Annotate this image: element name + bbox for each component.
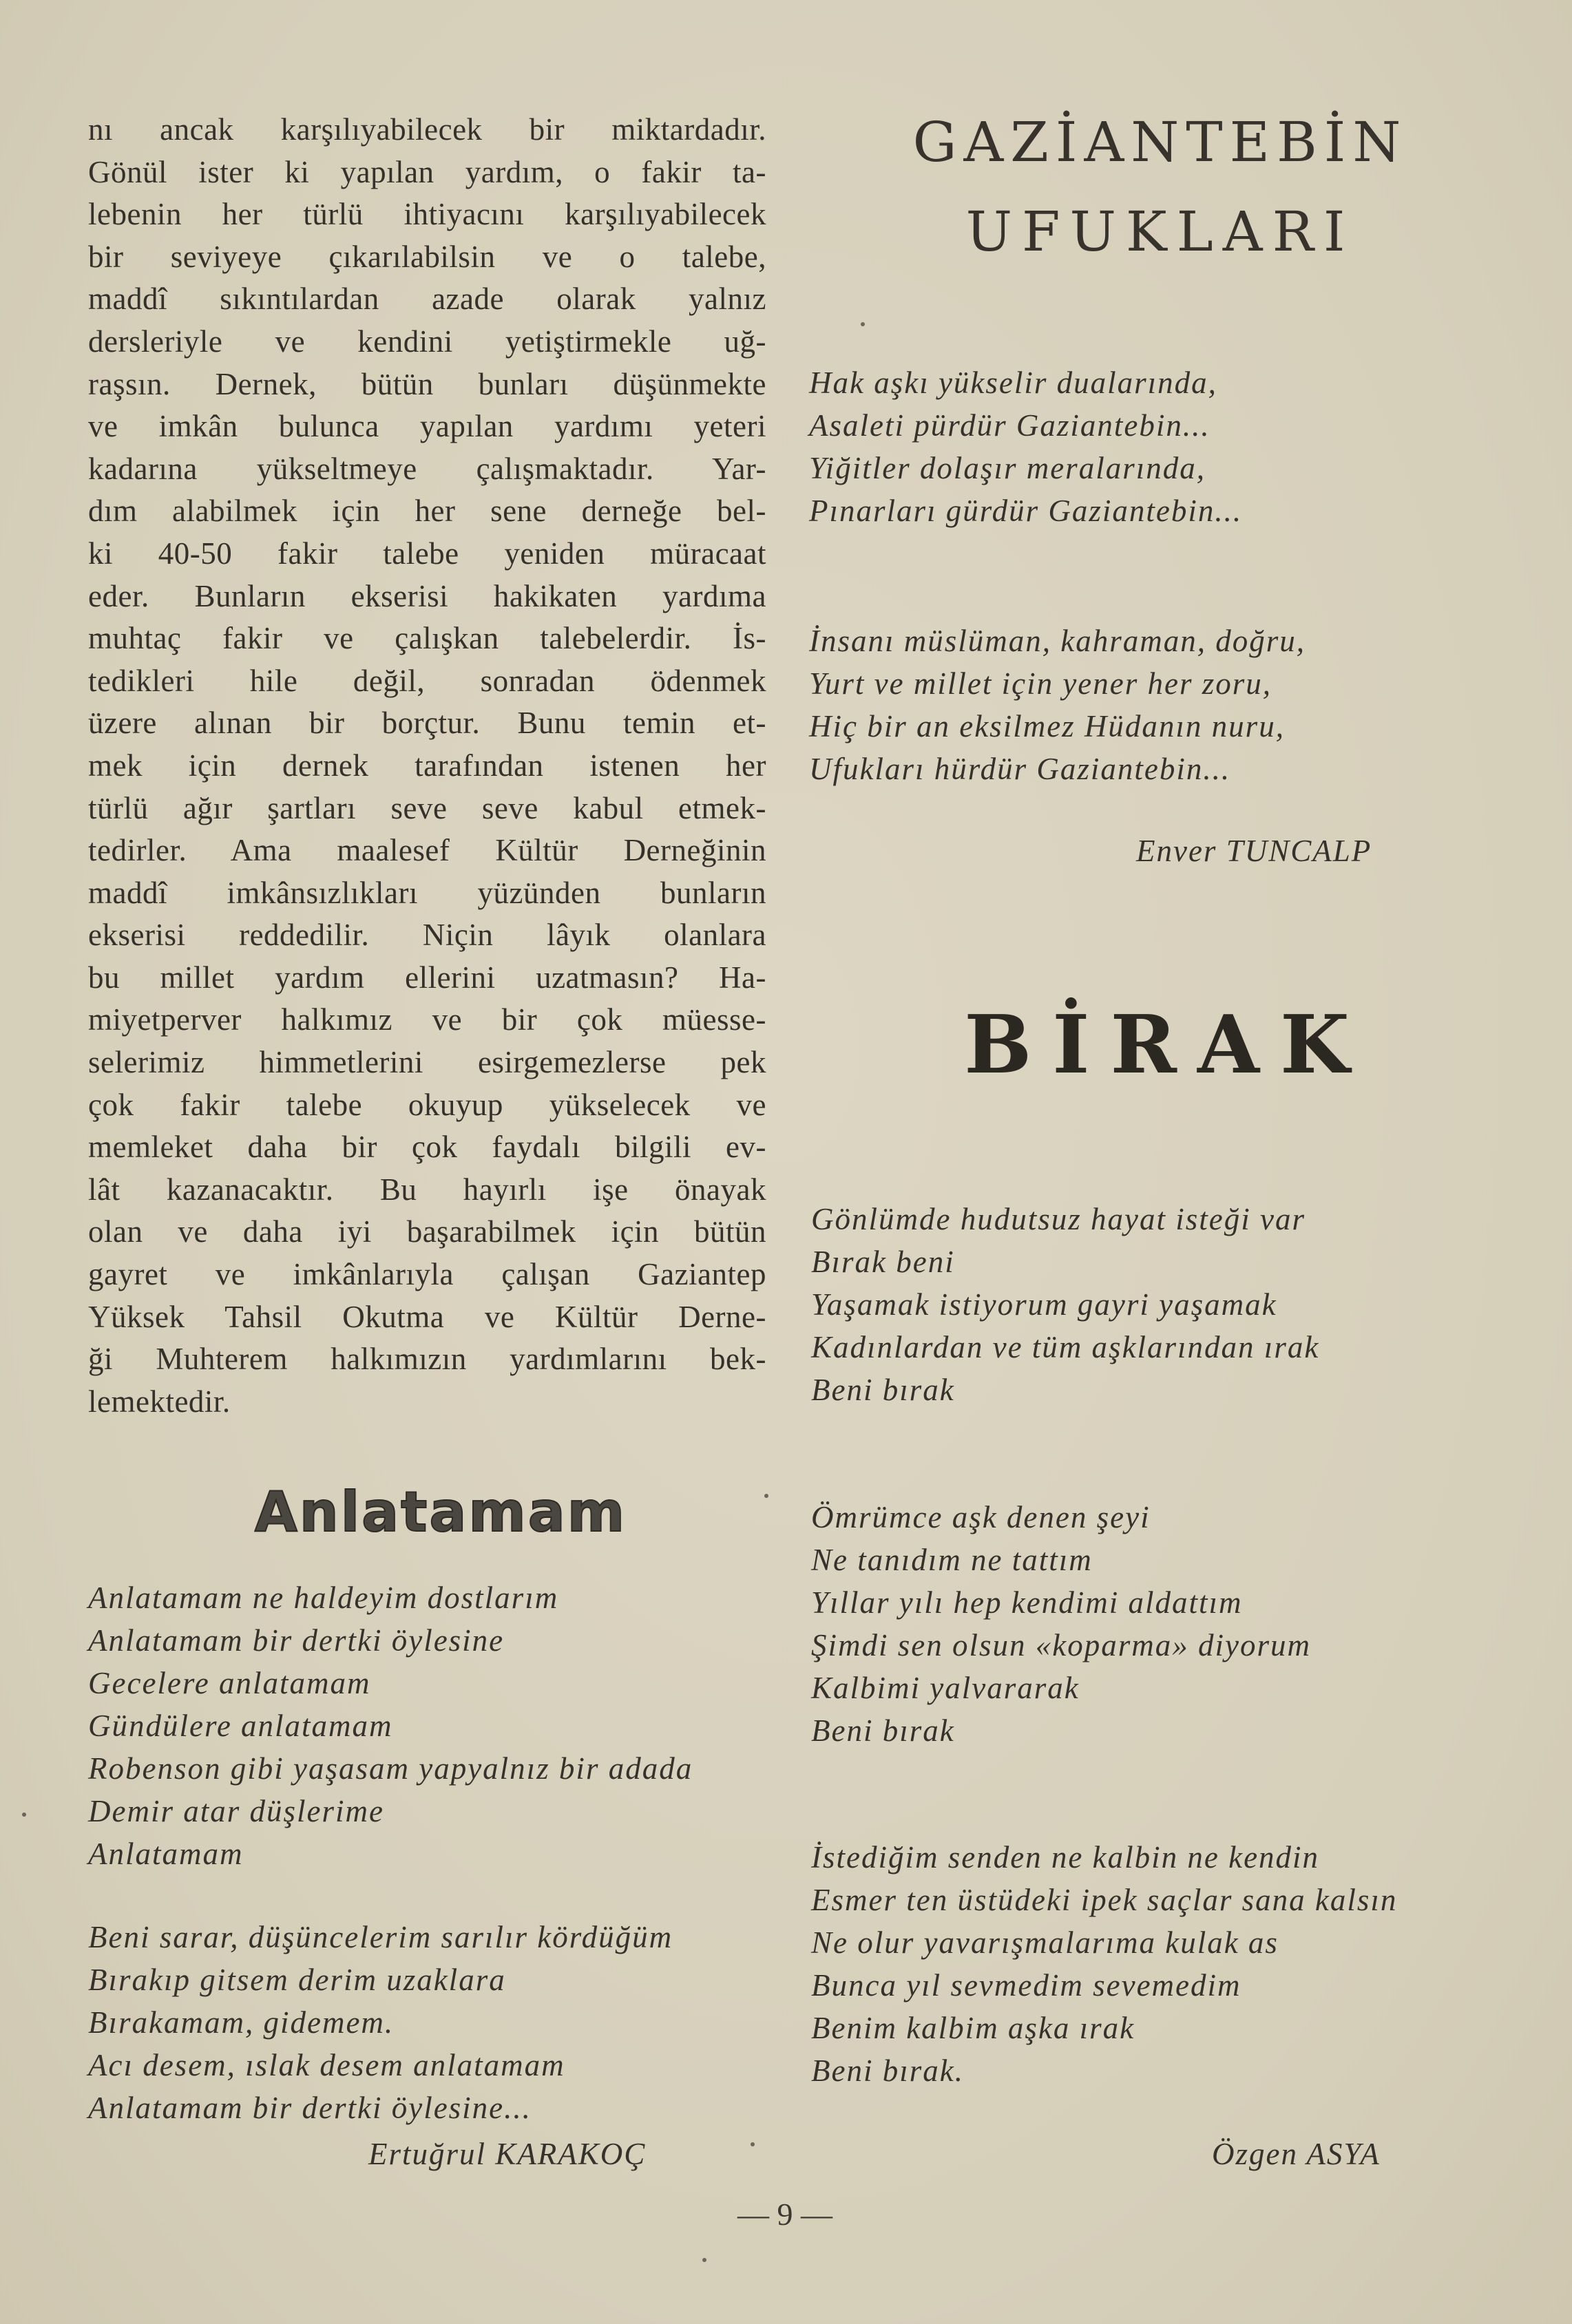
poem-verse-line: Anlatamam bir dertki öylesine: [88, 1623, 505, 1658]
poem-verse-line: Bunca yıl sevmedim sevemedim: [811, 1968, 1241, 2003]
poem-birak-stanza-2: [811, 1496, 1311, 1752]
poem-verse-line: Pınarları gürdür Gaziantebin...: [809, 494, 1243, 528]
poem-verse-line: Hiç bir an eksilmez Hüdanın nuru,: [809, 709, 1285, 743]
article-line: ki 40-50 fakir talebe yeniden müracaat: [88, 536, 766, 571]
poem-birak-stanza-1: [811, 1198, 1319, 1411]
poem-verse-line: Yurt ve millet için yener her zoru,: [809, 666, 1272, 701]
poem-verse-line: Anlatamam bir dertki öylesine...: [88, 2091, 532, 2125]
poem-verse-line: İstediğim senden ne kalbin ne kendin: [811, 1840, 1320, 1874]
poem-verse-line: Beni bırak.: [811, 2053, 964, 2088]
poem-verse-line: Ufukları hürdür Gaziantebin...: [809, 752, 1231, 786]
poem-verse-line: Beni bırak: [811, 1713, 955, 1748]
article-line: mek için dernek tarafından istenen her: [88, 748, 766, 783]
article-line: türlü ağır şartları seve seve kabul etmek-: [88, 790, 766, 825]
poem-verse-line: Esmer ten üstüdeki ipek saçlar sana kalsın: [811, 1883, 1398, 1917]
poem-anlatamam-stanza-2: [88, 1916, 673, 2129]
poem-verse-line: Demir atar düşlerime: [88, 1794, 384, 1828]
article-line: Gönül ister ki yapılan yardım, o fakir ta-: [88, 154, 766, 189]
poem-verse-line: Bırakamam, gidemem.: [88, 2005, 395, 2040]
poem-title-gaziantebin: GAZİANTEBİN: [912, 110, 1408, 174]
poem-verse-line: Beni sarar, düşüncelerim sarılır kördüğüm: [88, 1920, 673, 1954]
poem-gaziantep-stanza-2: [809, 620, 1306, 790]
poem-verse-line: Ömrümce aşk denen şeyi: [811, 1500, 1151, 1534]
poem-verse-line: Beni bırak: [811, 1373, 955, 1407]
poem-title-birak: BİRAK: [964, 998, 1370, 1092]
article-line: dım alabilmek için her sene derneğe bel-: [88, 494, 766, 529]
article-line: bu millet yardım ellerini uzatmasın? Ha-: [88, 960, 766, 995]
print-speck: [764, 1494, 768, 1498]
poem-verse-line: Gündülere anlatamam: [88, 1709, 393, 1743]
article-line: dersleriyle ve kendini yetiştirmekle uğ-: [88, 324, 766, 359]
article-line: selerimiz himmetlerini esirgemezlerse pek: [88, 1045, 766, 1080]
poem-birak-author: Özgen ASYA: [1212, 2137, 1381, 2171]
article-line: muhtaç fakir ve çalışkan talebelerdir. İs-: [88, 621, 766, 656]
poem-verse-line: Bırak beni: [811, 1245, 955, 1279]
print-speck: [751, 2142, 755, 2146]
article-line: kadarına yükseltmeye çalışmaktadır. Yar-: [88, 451, 766, 486]
poem-verse-line: Anlatamam: [88, 1837, 244, 1871]
poem-gaziantep-author: Enver TUNCALP: [1136, 834, 1372, 868]
poem-verse-line: Kadınlardan ve tüm aşklarından ırak: [811, 1330, 1320, 1364]
poem-title-ufuklari: UFUKLARI: [965, 200, 1355, 264]
article-line: nı ancak karşılıyabilecek bir miktardadır.: [88, 112, 766, 147]
poem-verse-line: Ne olur yavarışmalarıma kulak as: [811, 1925, 1279, 1960]
article-line: gayret ve imkânlarıyla çalışan Gaziantep: [88, 1257, 766, 1292]
poem-birak-stanza-3: [811, 1836, 1397, 2092]
article-line: ekserisi reddedilir. Niçin lâyık olanlara: [88, 918, 766, 953]
poem-verse-line: Yiğitler dolaşır meralarında,: [809, 451, 1206, 485]
poem-verse-line: Bırakıp gitsem derim uzaklara: [88, 1963, 506, 1997]
article-line: olan ve daha iyi başarabilmek için bütün: [88, 1214, 766, 1249]
article-line: bir seviyeye çıkarılabilsin ve o talebe,: [88, 239, 766, 274]
article-line: üzere alınan bir borçtur. Bunu temin et-: [88, 706, 766, 741]
poem-anlatamam-author: Ertuğrul KARAKOÇ: [368, 2137, 647, 2171]
poem-title-anlatamam: Anlatamam: [254, 1480, 627, 1544]
article-line: maddî imkânsızlıkları yüzünden bunların: [88, 875, 766, 910]
poem-verse-line: Kalbimi yalvararak: [811, 1671, 1080, 1705]
poem-verse-line: Ne tanıdım ne tattım: [811, 1543, 1093, 1577]
print-speck: [861, 322, 865, 326]
poem-verse-line: Robenson gibi yaşasam yapyalnız bir adada: [88, 1751, 693, 1786]
poem-verse-line: Gönlümde hudutsuz hayat isteği var: [811, 1202, 1306, 1236]
poem-verse-line: Hak aşkı yükselir dualarında,: [809, 366, 1217, 400]
poem-anlatamam-stanza-1: [88, 1576, 693, 1875]
poem-verse-line: Acı desem, ıslak desem anlatamam: [88, 2048, 565, 2082]
article-line: miyetperver halkımız ve bir çok müesse-: [88, 1002, 766, 1037]
article-line: Yüksek Tahsil Okutma ve Kültür Derne-: [88, 1299, 766, 1334]
article-line: tedirler. Ama maalesef Kültür Derneğinin: [88, 833, 766, 868]
article-line: lât kazanacaktır. Bu hayırlı işe önayak: [88, 1172, 766, 1207]
article-text: [88, 109, 766, 1423]
poem-verse-line: Yaşamak istiyorum gayri yaşamak: [811, 1287, 1277, 1322]
page-number: — 9 —: [737, 2197, 832, 2232]
article-line: eder. Bunların ekserisi hakikaten yardıma: [88, 578, 766, 613]
poem-gaziantep-stanza-1: [809, 361, 1242, 532]
article-line: raşsın. Dernek, bütün bunları düşünmekte: [88, 366, 766, 401]
print-speck: [22, 1813, 26, 1817]
poem-verse-line: Asaleti pürdür Gaziantebin...: [809, 408, 1211, 443]
article-line: memleket daha bir çok faydalı bilgili ev-: [88, 1130, 766, 1165]
poem-verse-line: Şimdi sen olsun «koparma» diyorum: [811, 1628, 1311, 1662]
poem-verse-line: Gecelere anlatamam: [88, 1666, 371, 1700]
article-line: çok fakir talebe okuyup yükselecek ve: [88, 1087, 766, 1122]
article-line: tedikleri hile değil, sonradan ödenmek: [88, 663, 766, 698]
poem-verse-line: Yıllar yılı hep kendimi aldattım: [811, 1585, 1243, 1620]
article-line: lebenin her türlü ihtiyacını karşılıyabilecek: [88, 197, 766, 232]
poem-verse-line: İnsanı müslüman, kahraman, doğru,: [809, 624, 1306, 658]
poem-verse-line: Anlatamam ne haldeyim dostlarım: [88, 1581, 559, 1615]
article-line: ve imkân bulunca yapılan yardımı yeteri: [88, 409, 766, 444]
article-line: lemektedir.: [88, 1384, 231, 1419]
print-speck: [702, 2258, 706, 2262]
poem-verse-line: Benim kalbim aşka ırak: [811, 2011, 1135, 2045]
article-line: maddî sıkıntılardan azade olarak yalnız: [88, 282, 766, 317]
article-line: ği Muhterem halkımızın yardımlarını bek-: [88, 1342, 766, 1377]
